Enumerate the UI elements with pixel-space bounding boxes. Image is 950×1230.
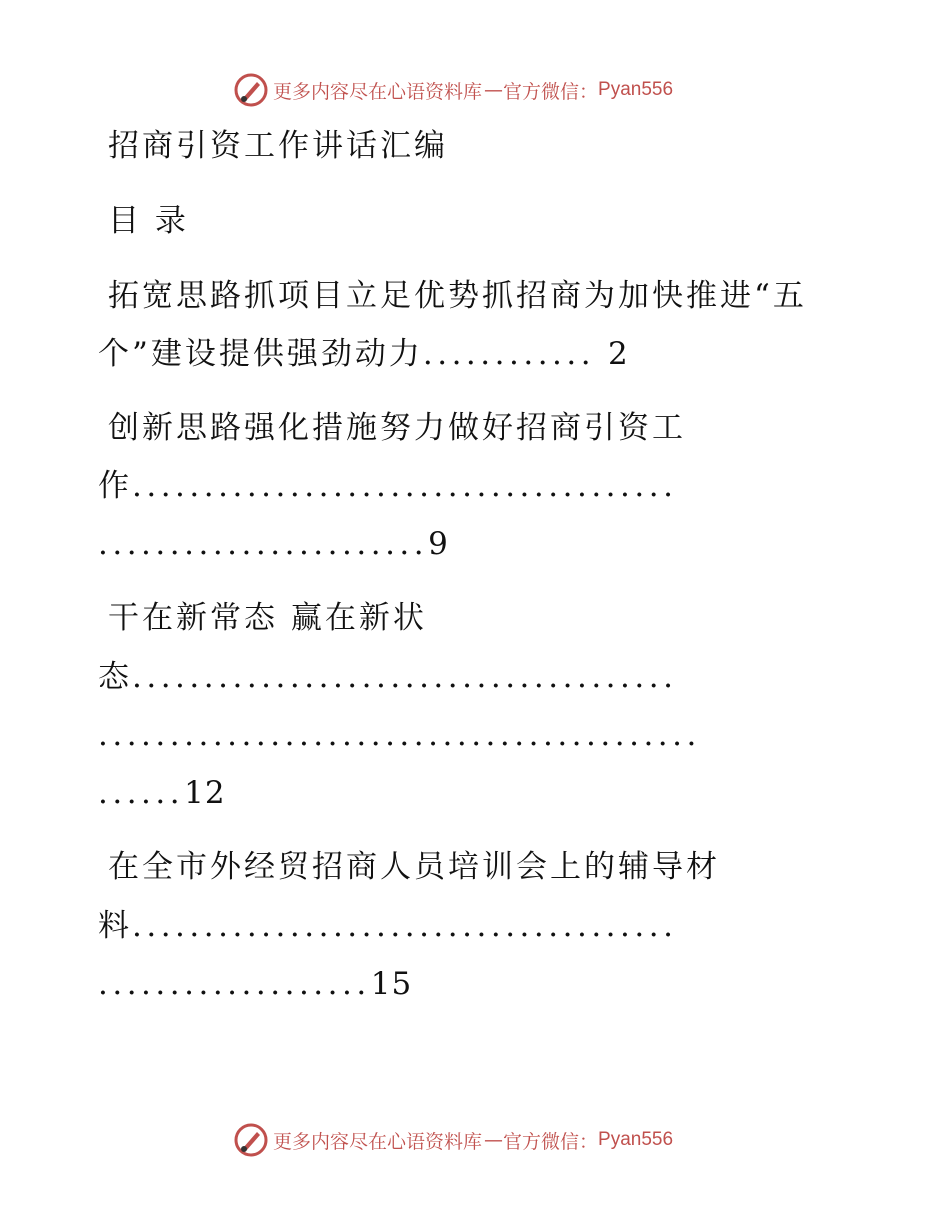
toc-entry-3-line-1: 干在新常态 赢在新状 <box>108 600 427 636</box>
toc-entry-3-leader-3: ...... <box>98 775 185 811</box>
toc-entry-2-leader-2: ....................... <box>98 526 429 562</box>
toc-entry-2-page: 9 <box>428 526 449 562</box>
banner-label: 官方微信： <box>503 1130 599 1153</box>
toc-entry-2-leader-1: ...................................... <box>132 468 678 504</box>
toc-entry-4-line-1: 在全市外经贸招商人员培训会上的辅导材 <box>108 849 720 885</box>
toc-entry-3-line-3 <box>98 715 858 755</box>
toc-entry-1-title-end: 个”建设提供强劲动力 <box>98 336 423 372</box>
toc-entry-1-line-1: 拓宽思路抓项目立足优势抓招商为加快推进“五 <box>108 278 807 314</box>
toc-entry-3-page: 12 <box>184 775 226 811</box>
toc-entry-2-line-2 <box>98 466 858 506</box>
pen-logo-icon <box>233 72 269 108</box>
toc-entry-4-leader-2: ................... <box>98 966 371 1002</box>
banner-handle: Pyan556 <box>598 1129 674 1150</box>
toc-entry-1-page: 2 <box>607 336 629 372</box>
toc-entry-4-page: 15 <box>370 966 413 1002</box>
toc-entry-2-title-end: 作 <box>98 468 132 504</box>
toc-entry-3-title-end: 态 <box>98 659 132 695</box>
toc-entry-4-title-end: 料 <box>98 908 132 944</box>
toc-entry-1-line-2 <box>98 334 858 374</box>
banner-text: 更多内容尽在心语资料库 <box>273 1130 483 1153</box>
toc-entry-4-line-3 <box>98 964 858 1004</box>
toc-entry-3-leader-1: ...................................... <box>132 659 678 695</box>
toc-entry-3-line-4 <box>98 773 858 813</box>
toc-entry-4-leader-1: ...................................... <box>132 908 678 944</box>
banner-dash: — <box>484 79 502 101</box>
toc-heading: 目 录 <box>108 203 189 239</box>
banner-dash: — <box>484 1129 502 1151</box>
toc-entry-4-line-2 <box>98 906 858 946</box>
toc-entry-3-line-2 <box>98 657 858 697</box>
pen-logo-icon <box>233 1122 269 1158</box>
banner-handle: Pyan556 <box>598 79 674 100</box>
watermark-banner-top <box>233 70 713 110</box>
toc-entry-3-leader-2: .......................................... <box>98 717 701 753</box>
toc-entry-2-line-3 <box>98 524 858 564</box>
document-title: 招商引资工作讲话汇编 <box>108 128 448 164</box>
toc-entry-2-line-1: 创新思路强化措施努力做好招商引资工 <box>108 410 686 446</box>
toc-entry-1-leader: ............ <box>422 336 596 372</box>
watermark-banner-bottom <box>233 1120 713 1160</box>
banner-text: 更多内容尽在心语资料库 <box>273 80 483 103</box>
banner-label: 官方微信： <box>503 80 599 103</box>
